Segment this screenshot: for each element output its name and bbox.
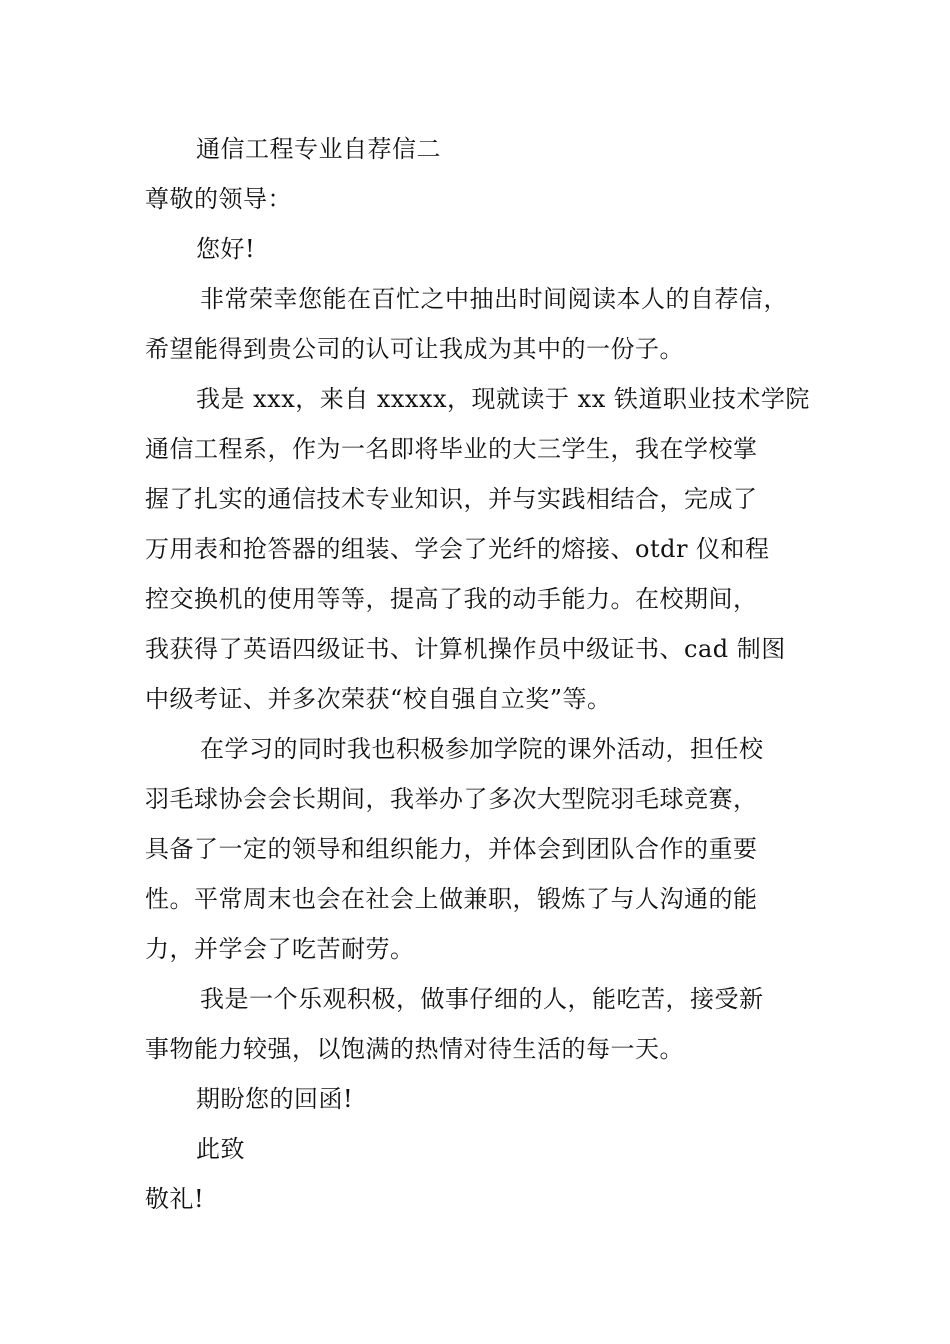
greeting: 您好! xyxy=(196,235,256,263)
paragraph-1-line-2: 希望能得到贵公司的认可让我成为其中的一份子。 xyxy=(145,335,684,363)
closing-hope: 期盼您的回函! xyxy=(196,1085,354,1113)
closing-2: 敬礼! xyxy=(145,1185,205,1213)
paragraph-2-line-7: 中级考证、并多次荣获“校自强自立奖”等。 xyxy=(145,685,612,713)
paragraph-2-line-3: 握了扎实的通信技术专业知识，并与实践相结合，完成了 xyxy=(145,485,758,513)
salutation: 尊敬的领导： xyxy=(145,185,292,213)
paragraph-2-line-4: 万用表和抢答器的组装、学会了光纤的熔接、otdr 仪和程 xyxy=(145,535,770,563)
paragraph-2-line-6: 我获得了英语四级证书、计算机操作员中级证书、cad 制图 xyxy=(145,635,786,663)
paragraph-1-line-1: 非常荣幸您能在百忙之中抽出时间阅读本人的自荐信， xyxy=(200,285,788,313)
closing-1: 此致 xyxy=(196,1135,245,1163)
paragraph-3-line-4: 性。平常周末也会在社会上做兼职，锻炼了与人沟通的能 xyxy=(145,885,758,913)
paragraph-2-line-2: 通信工程系，作为一名即将毕业的大三学生，我在学校掌 xyxy=(145,435,758,463)
paragraph-2-line-1: 我是 xxx，来自 xxxxx，现就读于 xx 铁道职业技术学院 xyxy=(196,385,810,413)
paragraph-4-line-2: 事物能力较强，以饱满的热情对待生活的每一天。 xyxy=(145,1035,684,1063)
document-title: 通信工程专业自荐信二 xyxy=(196,135,441,163)
paragraph-3-line-5: 力，并学会了吃苦耐劳。 xyxy=(145,935,415,963)
paragraph-2-line-5: 控交换机的使用等等，提高了我的动手能力。在校期间， xyxy=(145,585,758,613)
paragraph-3-line-2: 羽毛球协会会长期间，我举办了多次大型院羽毛球竞赛， xyxy=(145,785,758,813)
paragraph-3-line-3: 具备了一定的领导和组织能力，并体会到团队合作的重要 xyxy=(145,835,758,863)
paragraph-4-line-1: 我是一个乐观积极，做事仔细的人，能吃苦，接受新 xyxy=(200,985,764,1013)
paragraph-3-line-1: 在学习的同时我也积极参加学院的课外活动，担任校 xyxy=(200,735,764,763)
